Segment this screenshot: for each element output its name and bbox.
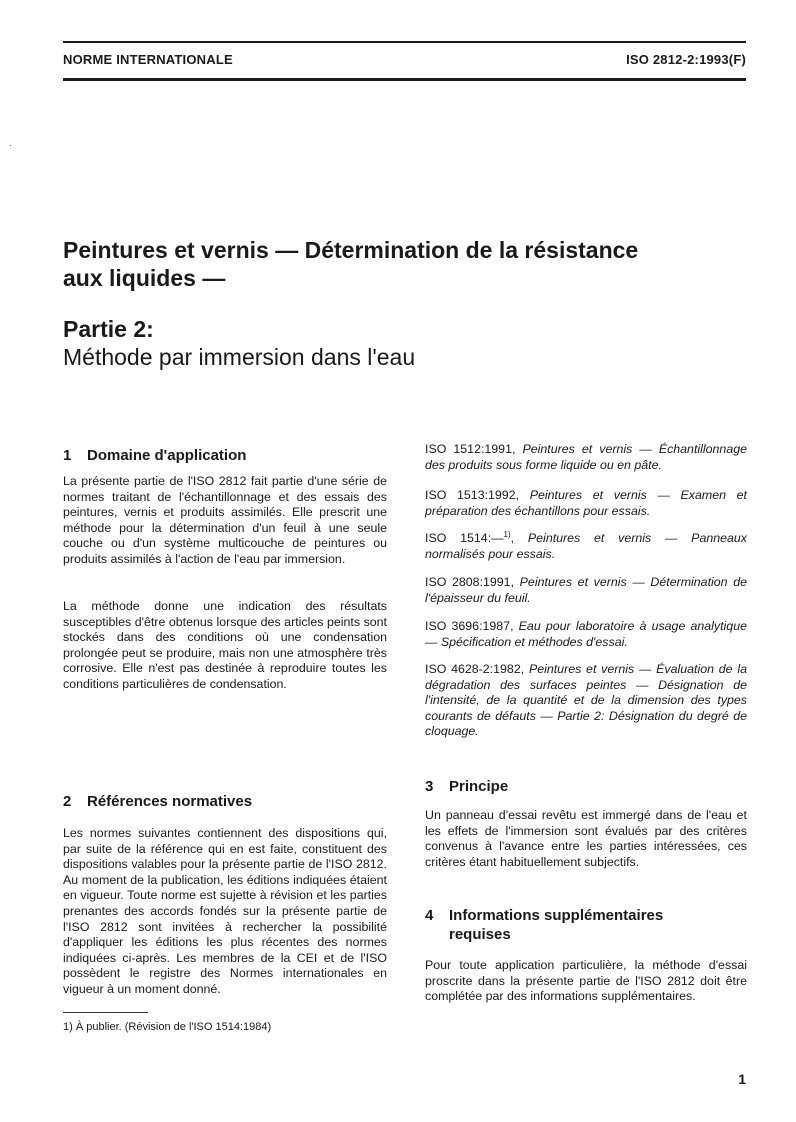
title-line-2: aux liquides — <box>63 265 226 291</box>
section-2-paragraph-1: Les normes suivantes contiennent des dispositions qui, par suite de la référence qui en est faite, constituent des dispositions valables pour la présente partie de l'ISO 2812. Au moment de la publication, les éditions indiquées étaient en vigueur. Toute norme est sujette à révision et les parties prenantes des accords fondés sur la présente partie de l'ISO 2812 sont invitées à rechercher la possibilité d'appliquer les éditions les plus récentes des normes indiquées ci-après. Les membres de la CEI et de l'ISO possèdent le registre des Normes internationales en vigueur à un moment donné. <box>63 826 387 996</box>
reference-code: ISO 3696:1987, <box>425 619 514 633</box>
reference-item <box>425 662 747 740</box>
reference-code: ISO 4628-2:1982, <box>425 662 525 676</box>
header-standard-number: ISO 2812-2:1993(F) <box>626 52 746 67</box>
section-2-heading <box>63 792 252 811</box>
reference-title: Peintures et vernis — Panneaux normalisés pour essais. <box>425 531 747 561</box>
section-number: 2 <box>63 793 72 810</box>
section-1-paragraph-2: La méthode donne une indication des résultats susceptibles d'être obtenus lorsque des articles peints sont stockés dans des conditions où une condensation prolongée peut se produire, mais non une atmosphère très corrosive. Elle n'est pas destinée à reproduire toutes les conditions particulières de condensation. <box>63 599 387 691</box>
document-title <box>63 236 723 292</box>
section-3-paragraph-1: Un panneau d'essai revêtu est immergé dans de l'eau et les effets de l'immersion sont évalués par des critères convenus à l'avance entre les parties intéressées, ces critères étant habituellement subjectifs. <box>425 808 747 869</box>
section-title: Références normatives <box>87 793 253 810</box>
reference-item <box>425 575 747 606</box>
page-number: 1 <box>738 1071 746 1087</box>
section-number: 4 <box>425 907 434 924</box>
section-4-paragraph-1: Pour toute application particulière, la méthode d'essai proscrite dans la présente partie de l'ISO 2812 doit être complétée par des informations supplémentaires. <box>425 958 747 1004</box>
footnote-marker: 1) <box>503 529 511 539</box>
section-1-paragraph-1: La présente partie de l'ISO 2812 fait partie d'une série de normes traitant de l'échantillonnage et des essais des peintures, vernis et produits assimilés. Elle prescrit une méthode pour la détermination d'un feuil à une seule couche ou d'un système multicouche de peintures ou produits assimilés à l'action de l'eau par immersion. <box>63 474 387 566</box>
margin-mark: · <box>9 140 13 151</box>
section-number: 1 <box>63 447 72 464</box>
section-title: Domaine d'application <box>87 447 247 464</box>
reference-separator: , <box>510 531 515 545</box>
header-document-type: NORME INTERNATIONALE <box>63 52 233 67</box>
section-title: Principe <box>449 778 509 795</box>
reference-code: ISO 1514:— <box>425 531 504 545</box>
part-subtitle: Méthode par immersion dans l'eau <box>63 344 416 370</box>
footnote: 1) À publier. (Révision de l'ISO 1514:1984) <box>63 1021 272 1033</box>
reference-item <box>425 531 747 562</box>
reference-title: Peintures et vernis — Examen et préparation des échantillons pour essais. <box>425 488 747 518</box>
part-label: Partie 2: <box>63 316 154 342</box>
reference-title: Peintures et vernis — Évaluation de la dégradation des surfaces peintes — Désignation de l'intensité, de la quantité et de la dimension des types courants de défauts — Partie 2: Désignation du degré de cloquage. <box>425 662 747 739</box>
reference-title: Eau pour laboratoire à usage analytique — Spécification et méthodes d'essai. <box>425 619 747 649</box>
reference-title: Peintures et vernis — Échantillonnage des produits sous forme liquide ou en pâte. <box>425 442 747 472</box>
footnote-rule <box>63 1012 148 1013</box>
title-line-1: Peintures et vernis — Détermination de la résistance <box>63 237 639 263</box>
reference-item <box>425 442 747 473</box>
header-top-rule <box>63 41 746 43</box>
reference-title: Peintures et vernis — Détermination de l'épaisseur du feuil. <box>425 575 747 605</box>
reference-code: ISO 1513:1992, <box>425 488 520 502</box>
section-number: 3 <box>425 778 434 795</box>
reference-item <box>425 619 747 650</box>
header-bottom-rule <box>63 78 746 81</box>
reference-item <box>425 488 747 519</box>
reference-code: ISO 2808:1991, <box>425 575 515 589</box>
reference-code: ISO 1512:1991, <box>425 442 516 456</box>
section-title-continued: requises <box>449 926 511 943</box>
section-1-heading <box>63 446 246 465</box>
section-4-heading <box>425 906 663 944</box>
section-3-heading <box>425 777 508 796</box>
section-title: Informations supplémentaires <box>449 907 664 924</box>
